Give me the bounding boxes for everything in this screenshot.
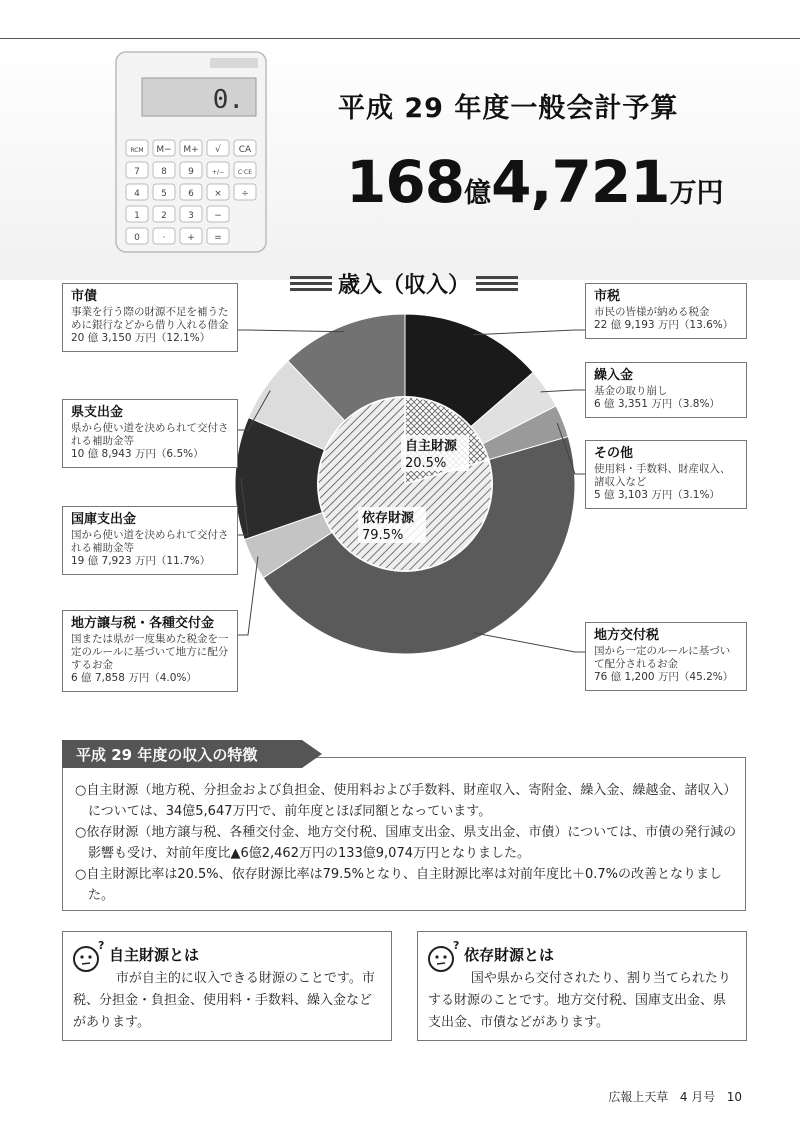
calculator-key-label: C·CE xyxy=(237,169,253,176)
definition-izon xyxy=(417,931,747,1041)
calculator-key-label: × xyxy=(214,189,222,199)
feature-item: ○依存財源（地方譲与税、各種交付金、地方交付税、国庫支出金、県支出金、市債）については、市債の発行減の影響も受け、対前年度比▲6億2,462万円の133億9,074万円となりました。 xyxy=(75,825,737,861)
revenue-heading-label: 歳入（収入） xyxy=(338,273,471,298)
features-title: 平成 29 年度の収入の特徴 xyxy=(76,746,258,764)
calculator-key-label: M− xyxy=(156,145,172,155)
page-title: 平成 29 年度一般会計予算 xyxy=(338,93,679,124)
revenue-section-heading xyxy=(290,268,510,302)
calculator-key-label: 1 xyxy=(134,211,140,221)
calculator-key-label: 8 xyxy=(161,167,167,177)
page-footer xyxy=(608,1088,742,1105)
kenshi-desc: 県から使い道を決められて交付される補助金等 xyxy=(71,422,229,447)
calculator-key-label: +/− xyxy=(211,169,225,176)
label-box-chihokofu xyxy=(585,622,747,691)
inner-label-percent: 79.5% xyxy=(362,528,404,543)
shizei-desc: 市民の皆様が納める税金 xyxy=(594,306,710,318)
definition-jishu-body: 市が自主的に収入できる財源のことです。市税、分担金・負担金、使用料・手数料、繰入金などがあります。 xyxy=(73,971,375,1030)
leader-line-shisai xyxy=(238,330,344,332)
kurinyu-name: 繰入金 xyxy=(594,368,634,383)
calculator-key-label: 7 xyxy=(134,167,140,177)
definition-izon-body: 国や県から交付されたり、割り当てられたりする財源のことです。地方交付税、国庫支出金、県支出金、市債などがあります。 xyxy=(428,971,731,1030)
chihokofu-desc: 国から一定のルールに基づいて配分されるお金 xyxy=(594,645,731,670)
calculator-key-label: · xyxy=(162,233,166,243)
kurinyu-desc: 基金の取り崩し xyxy=(594,385,668,397)
joyo-desc: 国または県が一度集めた税金を一定のルールに基づいて地方に配分するお金 xyxy=(71,633,229,671)
calculator-key-label: CA xyxy=(238,145,252,155)
sonota-desc: 使用料・手数料、財産収入、諸収入など xyxy=(594,463,731,488)
joyo-value: 6 億 7,858 万円（4.0%） xyxy=(71,672,197,684)
calculator-key-label: √ xyxy=(215,145,221,155)
leader-line-chihokofu xyxy=(474,633,585,652)
shizei-name: 市税 xyxy=(594,289,621,304)
leader-line-shizei xyxy=(473,330,585,335)
amount-oku: 168 xyxy=(346,148,465,216)
calculator-key-label: M+ xyxy=(183,145,199,155)
inner-label-percent: 20.5% xyxy=(405,456,447,471)
calculator-key-label: 2 xyxy=(161,211,167,221)
inner-label-name: 依存財源 xyxy=(362,511,415,526)
top-rule xyxy=(0,38,800,39)
leader-line-joyo xyxy=(238,557,258,635)
kenshi-value: 10 億 8,943 万円（6.5%） xyxy=(71,448,204,460)
budget-amount xyxy=(346,148,724,216)
calculator-key-label: 4 xyxy=(134,189,140,199)
heading-deco-right xyxy=(476,276,518,292)
label-box-shizei xyxy=(585,283,747,339)
amount-man: 4,721 xyxy=(491,148,670,216)
label-box-joyo xyxy=(62,610,238,692)
shisai-name: 市債 xyxy=(71,289,98,304)
sonota-value: 5 億 3,103 万円（3.1%） xyxy=(594,489,720,501)
sonota-name: その他 xyxy=(594,446,634,461)
footer-issue: 4 月号 xyxy=(679,1090,716,1104)
calculator-key-label: 6 xyxy=(188,189,194,199)
footer-page-number: 10 xyxy=(726,1090,742,1104)
definition-jishu xyxy=(62,931,392,1041)
kokko-value: 19 億 7,923 万円（11.7%） xyxy=(71,555,211,567)
heading-deco-left xyxy=(290,276,332,292)
kokko-name: 国庫支出金 xyxy=(71,512,137,527)
label-box-kurinyu xyxy=(585,362,747,418)
label-box-sonota xyxy=(585,440,747,509)
kokko-desc: 国から使い道を決められて交付される補助金等 xyxy=(71,529,229,554)
label-box-kenshi xyxy=(62,399,238,468)
svg-text:?: ? xyxy=(453,940,460,952)
features-box xyxy=(62,757,746,911)
calculator-key-label: 9 xyxy=(188,167,194,177)
calculator-key-label: 5 xyxy=(161,189,167,199)
shisai-desc: 事業を行う際の財源不足を補うために銀行などから借り入れる借金 xyxy=(71,306,229,331)
amount-man-unit: 万円 xyxy=(669,178,724,209)
definition-izon-title: 依存財源とは xyxy=(464,946,555,964)
chihokofu-name: 地方交付税 xyxy=(594,628,660,643)
chihokofu-value: 76 億 1,200 万円（45.2%） xyxy=(594,671,734,683)
calculator-illustration xyxy=(112,48,272,258)
feature-item: ○自主財源比率は20.5%、依存財源比率は79.5%となり、自主財源比率は対前年度比＋0.7%の改善となりました。 xyxy=(75,867,722,903)
calculator-key-label: ÷ xyxy=(241,189,249,199)
shizei-value: 22 億 9,193 万円（13.6%） xyxy=(594,319,734,331)
joyo-name: 地方譲与税・各種交付金 xyxy=(71,616,215,631)
features-list xyxy=(75,780,737,906)
kurinyu-value: 6 億 3,351 万円（3.8%） xyxy=(594,398,720,410)
label-box-shisai xyxy=(62,283,238,352)
calculator-key-label: RCM xyxy=(130,147,144,154)
svg-text:?: ? xyxy=(98,940,105,952)
shisai-value: 20 億 3,150 万円（12.1%） xyxy=(71,332,211,344)
feature-item: ○自主財源（地方税、分担金および負担金、使用料および手数料、財産収入、寄附金、繰入金、繰越金、諸収入）については、34億5,647万円で、前年度とほぼ同額となっています。 xyxy=(75,783,737,819)
calculator-key-label: + xyxy=(187,233,195,243)
calculator-key-label: = xyxy=(214,233,222,243)
calculator-key-label: 0 xyxy=(134,233,140,243)
footer-publication: 広報上天草 xyxy=(608,1090,669,1104)
label-box-kokko xyxy=(62,506,238,575)
calculator-key-label: 3 xyxy=(188,211,194,221)
kenshi-name: 県支出金 xyxy=(71,405,124,420)
calculator-key-label: − xyxy=(214,211,222,221)
inner-label-name: 自主財源 xyxy=(405,439,458,454)
calculator-display: 0. xyxy=(212,85,244,115)
amount-oku-unit: 億 xyxy=(464,178,492,209)
definition-jishu-title: 自主財源とは xyxy=(109,946,200,964)
